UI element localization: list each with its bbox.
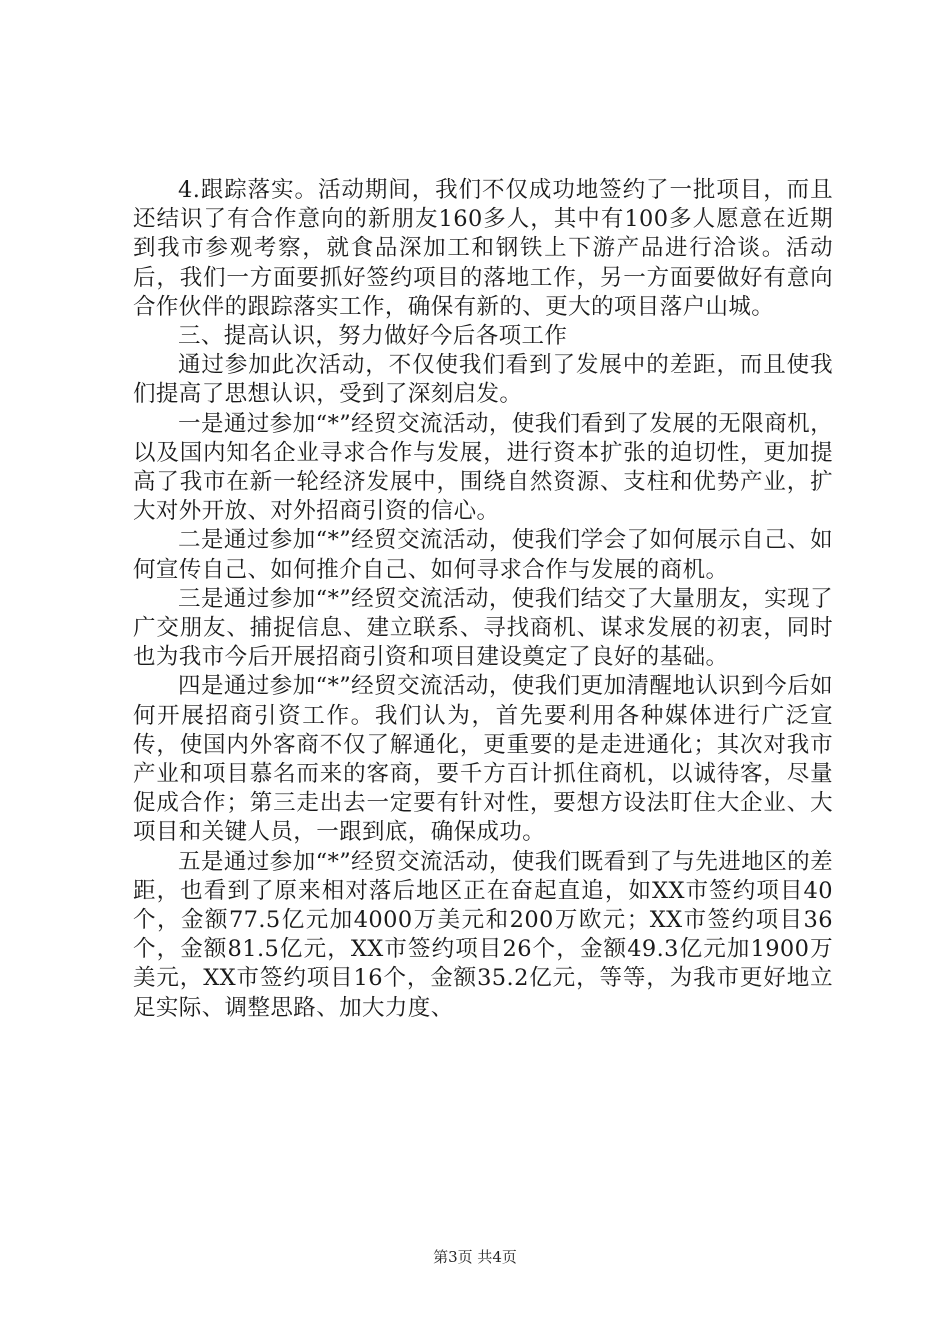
section-heading-three: 三、提高认识，努力做好今后各项工作 [178, 323, 568, 350]
paragraph-point-four: 四是通过参加“*”经贸交流活动，使我们更加清醒地认识到今后如何开展招商引资工作。我们认为，首先要利用各种媒体进行广泛宣传，使国内外客商不仅了解通化，更重要的是走进通化；其次对我市产业和项目慕名而来的客商，要千方百计抓住商机，以诚待客，尽量促成合作；第三走出去一定要有针对性，要想方设法盯住大企业、大项目和关键人员，一跟到底，确保成功。 [133, 673, 833, 846]
paragraph-follow-up: 4.跟踪落实。活动期间，我们不仅成功地签约了一批项目，而且还结识了有合作意向的新朋友160多人，其中有100多人愿意在近期到我市参观考察，就食品深加工和钢铁上下游产品进行洽谈。活动后，我们一方面要抓好签约项目的落地工作，另一方面要做好有意向合作伙伴的跟踪落实工作，确保有新的、更大的项目落户山城。 [133, 177, 833, 320]
paragraph-point-two: 二是通过参加“*”经贸交流活动，使我们学会了如何展示自己、如何宣传自己、如何推介自己、如何寻求合作与发展的商机。 [133, 527, 833, 583]
page-footer [0, 1247, 950, 1267]
paragraph-point-three: 三是通过参加“*”经贸交流活动，使我们结交了大量朋友，实现了广交朋友、捕捉信息、建立联系、寻找商机、谋求发展的初衷，同时也为我市今后开展招商引资和项目建设奠定了良好的基础。 [133, 585, 833, 671]
paragraph-point-five: 五是通过参加“*”经贸交流活动，使我们既看到了与先进地区的差距，也看到了原来相对落后地区正在奋起直追，如XX市签约项目40个，金额77.5亿元加4000万美元和200万欧元；XX市签约项目36个，金额81.5亿元，XX市签约项目26个，金额49.3亿元加1900万美元，XX市签约项目16个，金额35.2亿元，等等，为我市更好地立足实际、调整思路、加大力度、 [133, 848, 833, 1021]
paragraph-intro: 通过参加此次活动，不仅使我们看到了发展中的差距，而且使我们提高了思想认识，受到了深刻启发。 [133, 352, 833, 408]
paragraph-point-one: 一是通过参加“*”经贸交流活动，使我们看到了发展的无限商机，以及国内知名企业寻求合作与发展，进行资本扩张的迫切性，更加提高了我市在新一轮经济发展中，围绕自然资源、支柱和优势产业，扩大对外开放、对外招商引资的信心。 [133, 410, 833, 525]
document-body [133, 176, 833, 1023]
page-indicator: 第3页 共4页 [433, 1248, 517, 1266]
